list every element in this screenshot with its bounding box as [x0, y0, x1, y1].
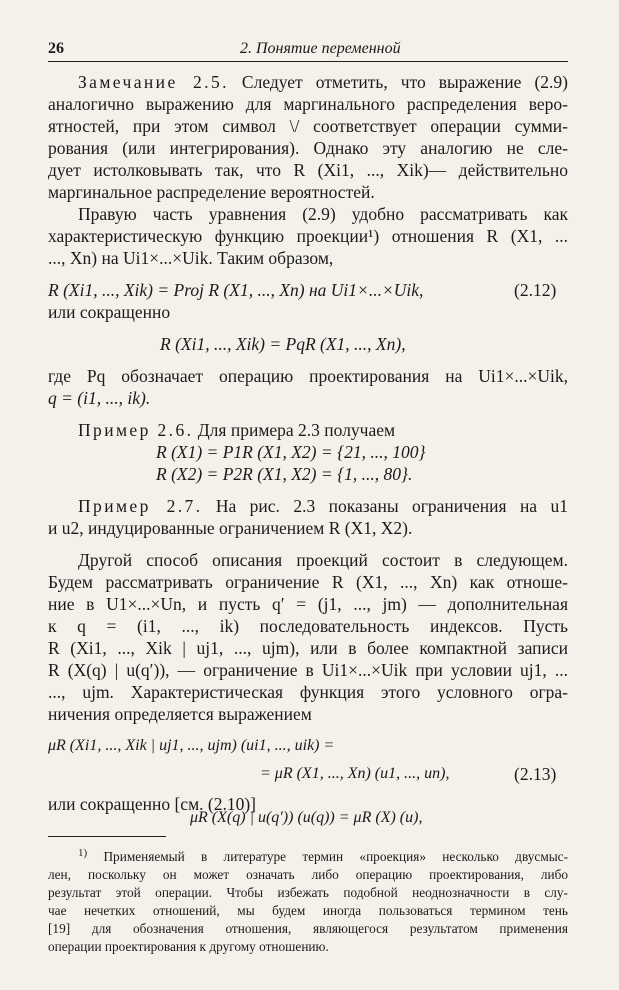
equation-number-2-12: (2.12)	[514, 280, 557, 300]
example-2-7-label: Пример 2.7.	[78, 496, 203, 516]
remark-label: Замечание 2.5.	[78, 72, 229, 92]
footnote-line-3: результат этой операции. Чтобы избежать подобной неоднозначности в слу-	[48, 885, 568, 900]
equation-2-13-line-1: μR (Xi1, ..., Xik | uj1, ..., ujm) (ui1, ..., uik) =	[48, 737, 335, 754]
equation-2-13-line-2: = μR (X1, ..., Xn) (u1, ..., un),	[260, 765, 450, 782]
or-short-2: или сокращенно [см. (2.10)]	[48, 794, 257, 814]
para2-line-3: ние в U1×...×Un, и пусть q′ = (j1, ..., jm) — дополнительная	[48, 594, 568, 614]
example-2-6-line: Пример 2.6. Для примера 2.3 получаем	[78, 420, 396, 440]
footnote-line-4: чае нечетких отношений, мы будем иногда пользоваться термином тень	[48, 903, 568, 918]
where-line-2: q = (i1, ..., ik).	[48, 388, 151, 408]
remark-line-3: ятностей, при этом символ \/ соответствует операции сумми-	[48, 116, 568, 136]
para2-line-6: R (X(q) | u(q′)), — ограничение в Ui1×...×Uik при условии uj1, ...	[48, 660, 568, 680]
para2-line-2: Будем рассматривать ограничение R (X1, ..., Xn) как отноше-	[48, 572, 568, 592]
remark-line-2: аналогично выражению для маргинального распределения веро-	[48, 94, 568, 114]
footnote-line-6: операции проектирования к другому отношению.	[48, 939, 329, 954]
para2-line-4: к q = (i1, ..., ik) последовательность индексов. Пусть	[48, 616, 568, 636]
remark-line-1: Замечание 2.5. Следует отметить, что выражение (2.9)	[78, 72, 569, 92]
footnote-line-5: [19] для обозначения отношения, являющегося результатом применения	[48, 921, 568, 936]
footnote-line-2: лен, поскольку он может означать либо операцию проектирования, либо	[48, 867, 568, 882]
equation-2-12: R (Xi1, ..., Xik) = Proj R (X1, ..., Xn) на Ui1×...×Uik,	[48, 280, 424, 300]
header-rule	[48, 61, 568, 62]
remark-line-6: маргинальное распределение вероятностей.	[48, 182, 375, 202]
page-number: 26	[48, 40, 64, 57]
equation-conditional: μR (X(q) | u(q′)) (u(q)) = μR (X) (u),	[190, 809, 423, 826]
para2-line-7: ..., ujm. Характеристическая функция этого условного огра-	[48, 682, 568, 702]
footnote-line-1: $^{1)}$ Применяемый в литературе термин «проекция» несколько двусмыс-	[78, 847, 569, 864]
para2-line-8: ничения определяется выражением	[48, 704, 312, 724]
equation-number-2-13: (2.13)	[514, 764, 557, 784]
para1-line-1: Правую часть уравнения (2.9) удобно рассматривать как	[78, 204, 568, 224]
example-2-6-eq1: R (X1) = P1R (X1, X2) = {21, ..., 100}	[156, 442, 426, 462]
running-title: 2. Понятие переменной	[240, 40, 401, 57]
para2-line-5: R (Xi1, ..., Xik | uj1, ..., ujm), или в более компактной записи	[48, 638, 568, 658]
footnote-marker: 1)	[78, 847, 88, 859]
para1-line-2: характеристическую функцию проекции¹) отношения R (X1, ...	[48, 226, 568, 246]
remark-line-4: рования (или интегрирования). Однако эту аналогию не сле-	[48, 138, 568, 158]
para1-line-3: ..., Xn) на Ui1×...×Uik. Таким образом,	[48, 248, 334, 268]
footnote-rule	[48, 836, 166, 837]
where-line-1: где Pq обозначает операцию проектирования на Ui1×...×Uik,	[48, 366, 568, 386]
example-2-6-label: Пример 2.6.	[78, 420, 194, 440]
example-2-7-line-1: Пример 2.7. На рис. 2.3 показаны ограничения на u1	[78, 496, 568, 516]
remark-line-5: дует истолковывать так, что R (Xi1, ..., Xik)— действительно	[48, 160, 568, 180]
example-2-6-eq2: R (X2) = P2R (X1, X2) = {1, ..., 80}.	[156, 464, 413, 484]
para2-line-1: Другой способ описания проекций состоит в следующем.	[78, 550, 568, 570]
equation-projection: R (Xi1, ..., Xik) = PqR (X1, ..., Xn),	[160, 334, 406, 354]
example-2-7-line-2: и u2, индуцированные ограничением R (X1, X2).	[48, 518, 413, 538]
or-short-1: или сокращенно	[48, 302, 171, 322]
